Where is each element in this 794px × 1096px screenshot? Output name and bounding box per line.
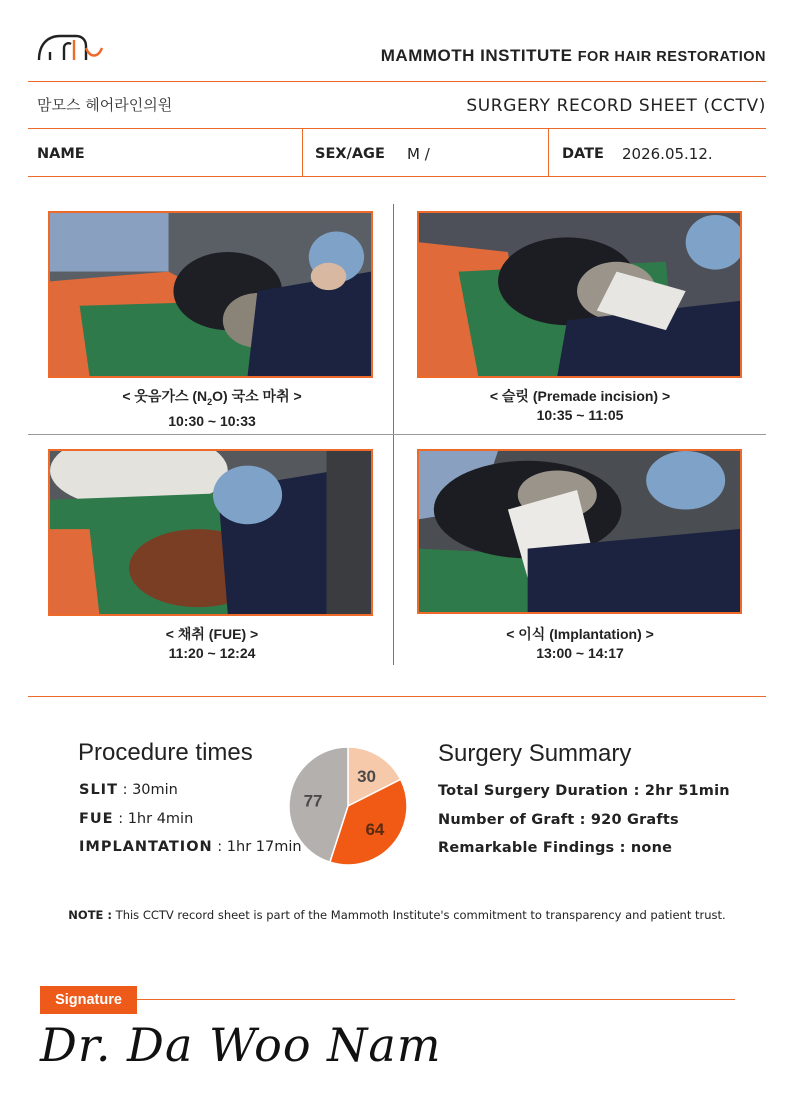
- summary-title: Surgery Summary: [438, 740, 632, 767]
- date-label: DATE: [562, 146, 604, 162]
- procedure-title: Procedure times: [78, 739, 253, 766]
- divider: [28, 81, 766, 82]
- photo-time: 10:35 ~ 11:05: [536, 407, 624, 423]
- cctv-photo-fue: [48, 449, 373, 616]
- note-text: This CCTV record sheet is part of the Mammoth Institute's commitment to transparency and patient trust.: [112, 908, 726, 922]
- divider: [302, 129, 303, 176]
- divider: [548, 129, 549, 176]
- signature-badge: Signature: [40, 986, 137, 1014]
- cctv-photo-slit: [417, 211, 742, 378]
- procedure-item-slit: SLIT : 30min: [79, 782, 178, 798]
- pie-slice-label: 30: [357, 766, 376, 786]
- photo-time: 11:20 ~ 12:24: [168, 645, 256, 661]
- photo-caption: < 슬릿 (Premade incision) > 10:35 ~ 11:05: [489, 388, 671, 423]
- cctv-photo-anesthesia: [48, 211, 373, 378]
- sheet-title: SURGERY RECORD SHEET (CCTV): [466, 96, 766, 116]
- divider: [28, 696, 766, 697]
- pie-slice-label: 64: [365, 820, 385, 840]
- date-value: 2026.05.12.: [622, 145, 713, 163]
- pie-slice-label: 77: [303, 791, 323, 811]
- note-label: NOTE :: [68, 908, 113, 922]
- name-label: NAME: [37, 146, 85, 162]
- summary-grafts: Number of Graft : 920 Grafts: [438, 812, 679, 828]
- procedure-item-implantation: IMPLANTATION : 1hr 17min: [79, 839, 302, 855]
- divider: [28, 176, 766, 177]
- cctv-photo-implantation: [417, 449, 742, 614]
- photo-caption: < 웃음가스 $(N_2O)$ 국소 마취 > 10:30 ~ 10:33: [122, 388, 302, 429]
- mammoth-logo-icon: [36, 26, 108, 66]
- note: [0, 908, 794, 922]
- sexage-value: M /: [407, 145, 430, 163]
- photo-time: 13:00 ~ 14:17: [536, 645, 624, 661]
- summary-findings: Remarkable Findings : none: [438, 840, 673, 856]
- sexage-label: SEX/AGE: [315, 146, 385, 162]
- procedure-pie-chart: [285, 743, 411, 869]
- clinic-korean-name: 맘모스 헤어라인의원: [37, 96, 173, 114]
- photo-caption: < 채취 (FUE) > 11:20 ~ 12:24: [165, 626, 259, 661]
- photo-time: 10:30 ~ 10:33: [168, 412, 256, 429]
- photo-caption: < 이식 (Implantation) > 13:00 ~ 14:17: [506, 626, 654, 661]
- brand-sub: FOR HAIR RESTORATION: [577, 49, 766, 65]
- summary-duration: Total Surgery Duration : 2hr 51min: [438, 783, 730, 799]
- signature-line: [137, 999, 735, 1000]
- divider: [28, 128, 766, 129]
- brand-name: MAMMOTH INSTITUTE FOR HAIR RESTORATION: [380, 46, 766, 65]
- signature: Dr. Da Woo Nam: [40, 1018, 442, 1072]
- procedure-item-fue: FUE : 1hr 4min: [79, 811, 194, 827]
- grid-divider: [28, 434, 766, 435]
